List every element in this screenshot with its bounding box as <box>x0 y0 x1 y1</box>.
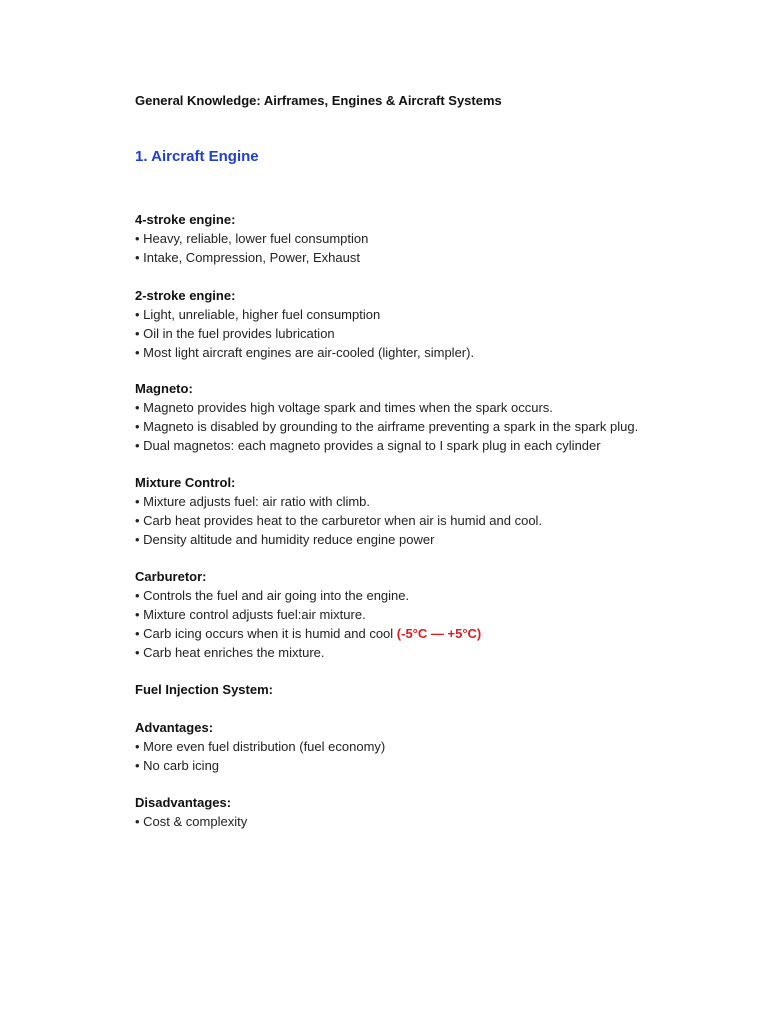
bullet-item: • Carb heat provides heat to the carburetor when air is humid and cool. <box>135 513 543 528</box>
bullet-item: • Carb heat enriches the mixture. <box>135 645 325 660</box>
bullet-item: • Mixture control adjusts fuel:air mixture. <box>135 607 366 622</box>
block-magneto <box>135 379 638 455</box>
block-heading: Carburetor: <box>135 569 207 584</box>
bullet-item: • Density altitude and humidity reduce engine power <box>135 532 435 547</box>
block-advantages <box>135 718 385 775</box>
block-fuel-injection <box>135 680 273 699</box>
document-page <box>135 93 735 829</box>
bullet-item: • Light, unreliable, higher fuel consumption <box>135 307 381 322</box>
bullet-item: • Cost & complexity <box>135 814 248 829</box>
block-heading: Disadvantages: <box>135 795 232 810</box>
bullet-item: • Mixture adjusts fuel: air ratio with climb. <box>135 494 371 509</box>
block-disadvantages <box>135 793 247 831</box>
bullet-item-carb-icing <box>135 624 481 643</box>
section-heading: 1. Aircraft Engine <box>135 148 259 165</box>
bullet-text: • Carb icing occurs when it is humid and cool <box>135 626 394 641</box>
block-heading: 4-stroke engine: <box>135 212 236 227</box>
block-carburetor <box>135 567 481 662</box>
bullet-item: • Controls the fuel and air going into the engine. <box>135 588 410 603</box>
bullet-item: • More even fuel distribution (fuel economy) <box>135 739 386 754</box>
block-4-stroke <box>135 210 368 267</box>
temperature-range-highlight: (-5°C — +5°C) <box>396 626 482 641</box>
bullet-item: • No carb icing <box>135 758 220 773</box>
block-heading: Magneto: <box>135 381 193 396</box>
block-2-stroke <box>135 286 474 362</box>
bullet-item: • Magneto is disabled by grounding to the airframe preventing a spark in the spark plug. <box>135 419 639 434</box>
bullet-item: • Magneto provides high voltage spark and times when the spark occurs. <box>135 400 553 415</box>
bullet-item: • Dual magnetos: each magneto provides a signal to I spark plug in each cylinder <box>135 438 601 453</box>
block-heading: Mixture Control: <box>135 475 236 490</box>
block-heading: Fuel Injection System: <box>135 682 273 697</box>
block-mixture-control <box>135 473 542 549</box>
block-heading: 2-stroke engine: <box>135 288 236 303</box>
bullet-item: • Heavy, reliable, lower fuel consumption <box>135 231 369 246</box>
bullet-item: • Oil in the fuel provides lubrication <box>135 326 335 341</box>
block-heading: Advantages: <box>135 720 214 735</box>
document-title: General Knowledge: Airframes, Engines & Aircraft Systems <box>135 93 502 108</box>
bullet-item: • Intake, Compression, Power, Exhaust <box>135 250 360 265</box>
bullet-item: • Most light aircraft engines are air-cooled (lighter, simpler). <box>135 345 475 360</box>
